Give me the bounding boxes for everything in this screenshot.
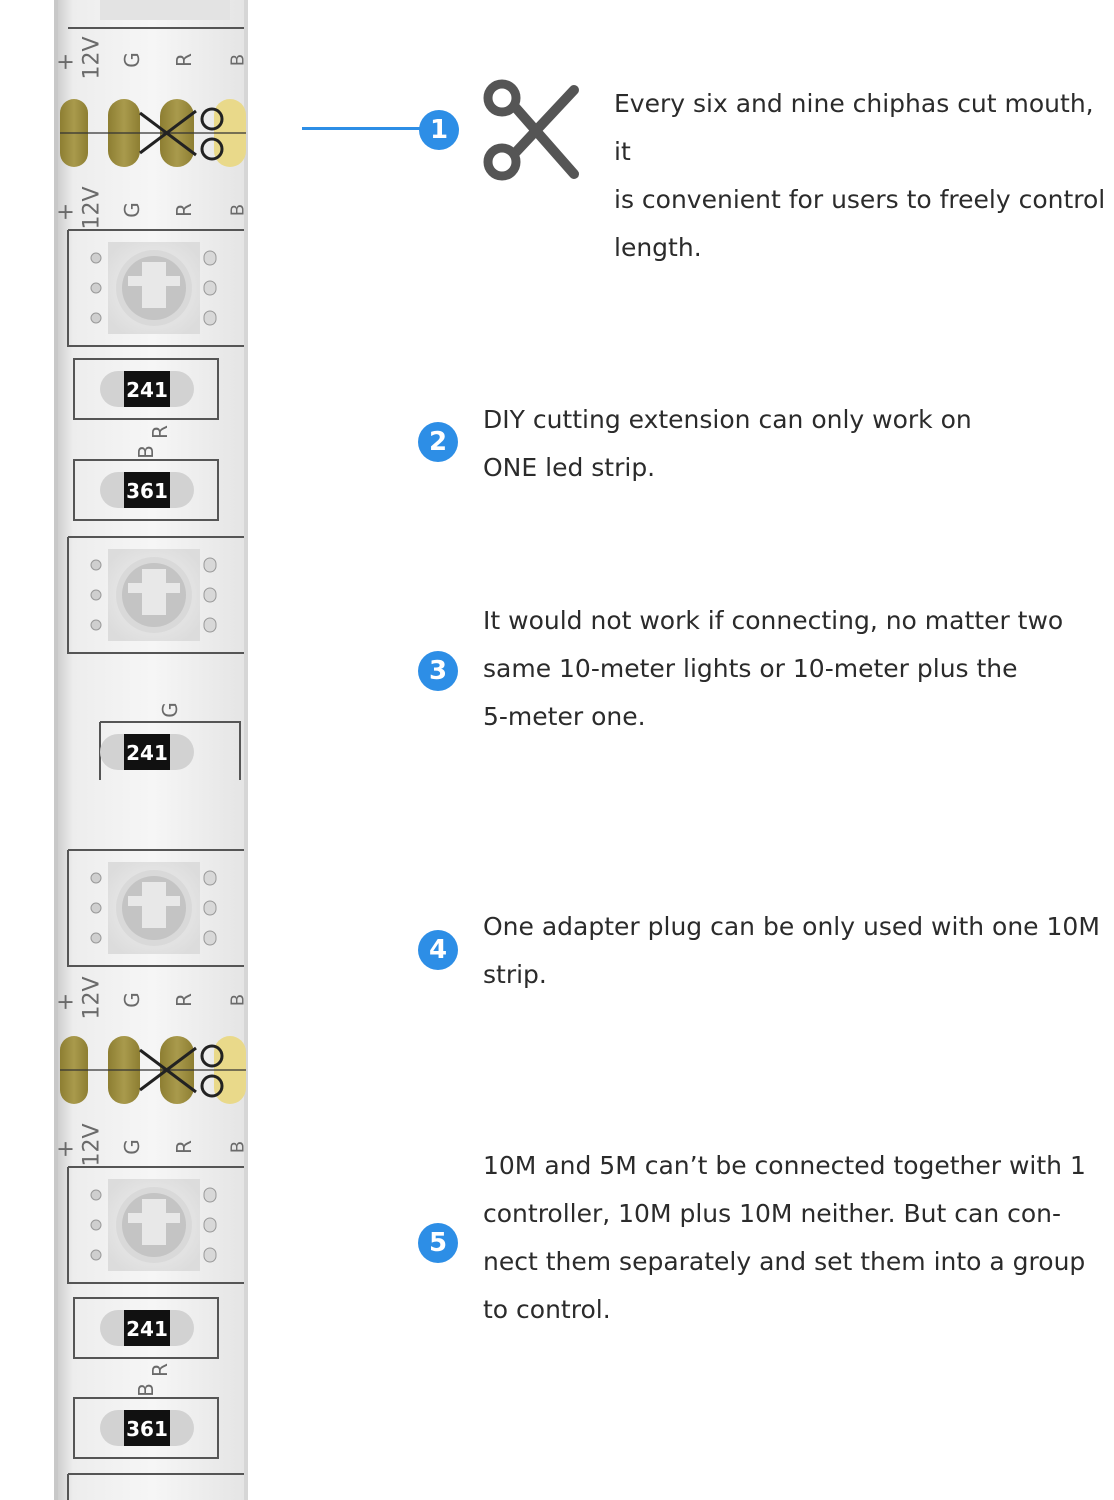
note-4-text bbox=[483, 903, 1100, 999]
note-line: is convenient for users to freely control bbox=[614, 185, 1106, 214]
trace-label: R bbox=[148, 425, 172, 439]
pad-label: + bbox=[53, 1139, 79, 1159]
note-line: One adapter plug can be only used with one 10M bbox=[483, 912, 1100, 941]
pad-label: G bbox=[120, 202, 144, 218]
pad-label: + bbox=[53, 202, 79, 222]
chip-contact bbox=[91, 560, 101, 570]
pad-label: G bbox=[120, 1139, 144, 1155]
chip-contact bbox=[91, 620, 101, 630]
led-strip-illustration bbox=[0, 0, 300, 1500]
step-marker-1: 1 bbox=[419, 110, 459, 150]
pad-label: 12V bbox=[79, 976, 105, 1020]
note-line: length. bbox=[614, 233, 702, 262]
leader-line bbox=[302, 127, 430, 130]
note-5-text bbox=[483, 1142, 1086, 1334]
resistor-code: 361 bbox=[126, 1417, 168, 1441]
note-line: Every six and nine chiphas cut mouth, it bbox=[614, 89, 1094, 166]
chip-contact bbox=[204, 1248, 216, 1262]
chip-contact bbox=[204, 931, 216, 945]
resistor-code: 241 bbox=[126, 741, 168, 765]
note-3-text bbox=[483, 597, 1063, 741]
pad-label: B bbox=[227, 203, 249, 217]
note-line: DIY cutting extension can only work on bbox=[483, 405, 972, 434]
note-line: to control. bbox=[483, 1295, 611, 1324]
chip-contact bbox=[91, 590, 101, 600]
chip-contact bbox=[91, 253, 101, 263]
chip-contact bbox=[204, 618, 216, 632]
step-marker-5: 5 bbox=[418, 1223, 458, 1263]
chip-contact bbox=[91, 1190, 101, 1200]
pad-label: G bbox=[120, 52, 144, 68]
note-line: It would not work if connecting, no matter two bbox=[483, 606, 1064, 635]
chip-contact bbox=[204, 1188, 216, 1202]
chip-contact bbox=[204, 281, 216, 295]
resistor-code: 241 bbox=[126, 1317, 168, 1341]
trace-label: G bbox=[158, 702, 182, 718]
pad-label: 12V bbox=[79, 1123, 105, 1167]
note-line: 10M and 5M can’t be connected together with 1 bbox=[483, 1151, 1086, 1180]
chip-contact bbox=[91, 933, 101, 943]
pad-label: + bbox=[53, 52, 79, 72]
resistor-code: 241 bbox=[126, 378, 168, 402]
chip-contact bbox=[204, 588, 216, 602]
chip-contact bbox=[91, 283, 101, 293]
chip-contact bbox=[204, 311, 216, 325]
led-chip bbox=[100, 0, 230, 20]
chip-contact bbox=[91, 903, 101, 913]
scissors-icon bbox=[480, 78, 580, 182]
note-1-text bbox=[614, 80, 1114, 272]
chip-contact bbox=[91, 873, 101, 883]
chip-contact bbox=[204, 558, 216, 572]
pad-label: B bbox=[227, 1140, 249, 1154]
chip-contact bbox=[204, 871, 216, 885]
step-marker-2: 2 bbox=[418, 422, 458, 462]
pad-label: G bbox=[120, 992, 144, 1008]
chip-contact bbox=[91, 1220, 101, 1230]
pad-label: + bbox=[53, 992, 79, 1012]
trace-label: B bbox=[134, 1383, 158, 1397]
chip-contact bbox=[91, 1250, 101, 1260]
pad-label: B bbox=[227, 53, 249, 67]
chip-contact bbox=[204, 1218, 216, 1232]
note-line: 5-meter one. bbox=[483, 702, 646, 731]
chip-contact bbox=[204, 251, 216, 265]
chip-contact bbox=[204, 901, 216, 915]
trace-label: B bbox=[134, 445, 158, 459]
note-line: nect them separately and set them into a group bbox=[483, 1247, 1086, 1276]
pad-label: 12V bbox=[79, 186, 105, 230]
note-line: controller, 10M plus 10M neither. But can con- bbox=[483, 1199, 1062, 1228]
resistor-code: 361 bbox=[126, 479, 168, 503]
pad-label: R bbox=[172, 203, 196, 217]
pad-label: 12V bbox=[79, 36, 105, 80]
pad-label: R bbox=[172, 53, 196, 67]
note-2-text bbox=[483, 396, 972, 492]
pad-label: R bbox=[172, 993, 196, 1007]
step-marker-3: 3 bbox=[418, 651, 458, 691]
step-marker-4: 4 bbox=[418, 930, 458, 970]
note-line: same 10-meter lights or 10-meter plus the bbox=[483, 654, 1018, 683]
note-line: strip. bbox=[483, 960, 547, 989]
pad-label: B bbox=[227, 993, 249, 1007]
note-line: ONE led strip. bbox=[483, 453, 656, 482]
chip-contact bbox=[91, 313, 101, 323]
pad-label: R bbox=[172, 1140, 196, 1154]
trace-label: R bbox=[148, 1363, 172, 1377]
